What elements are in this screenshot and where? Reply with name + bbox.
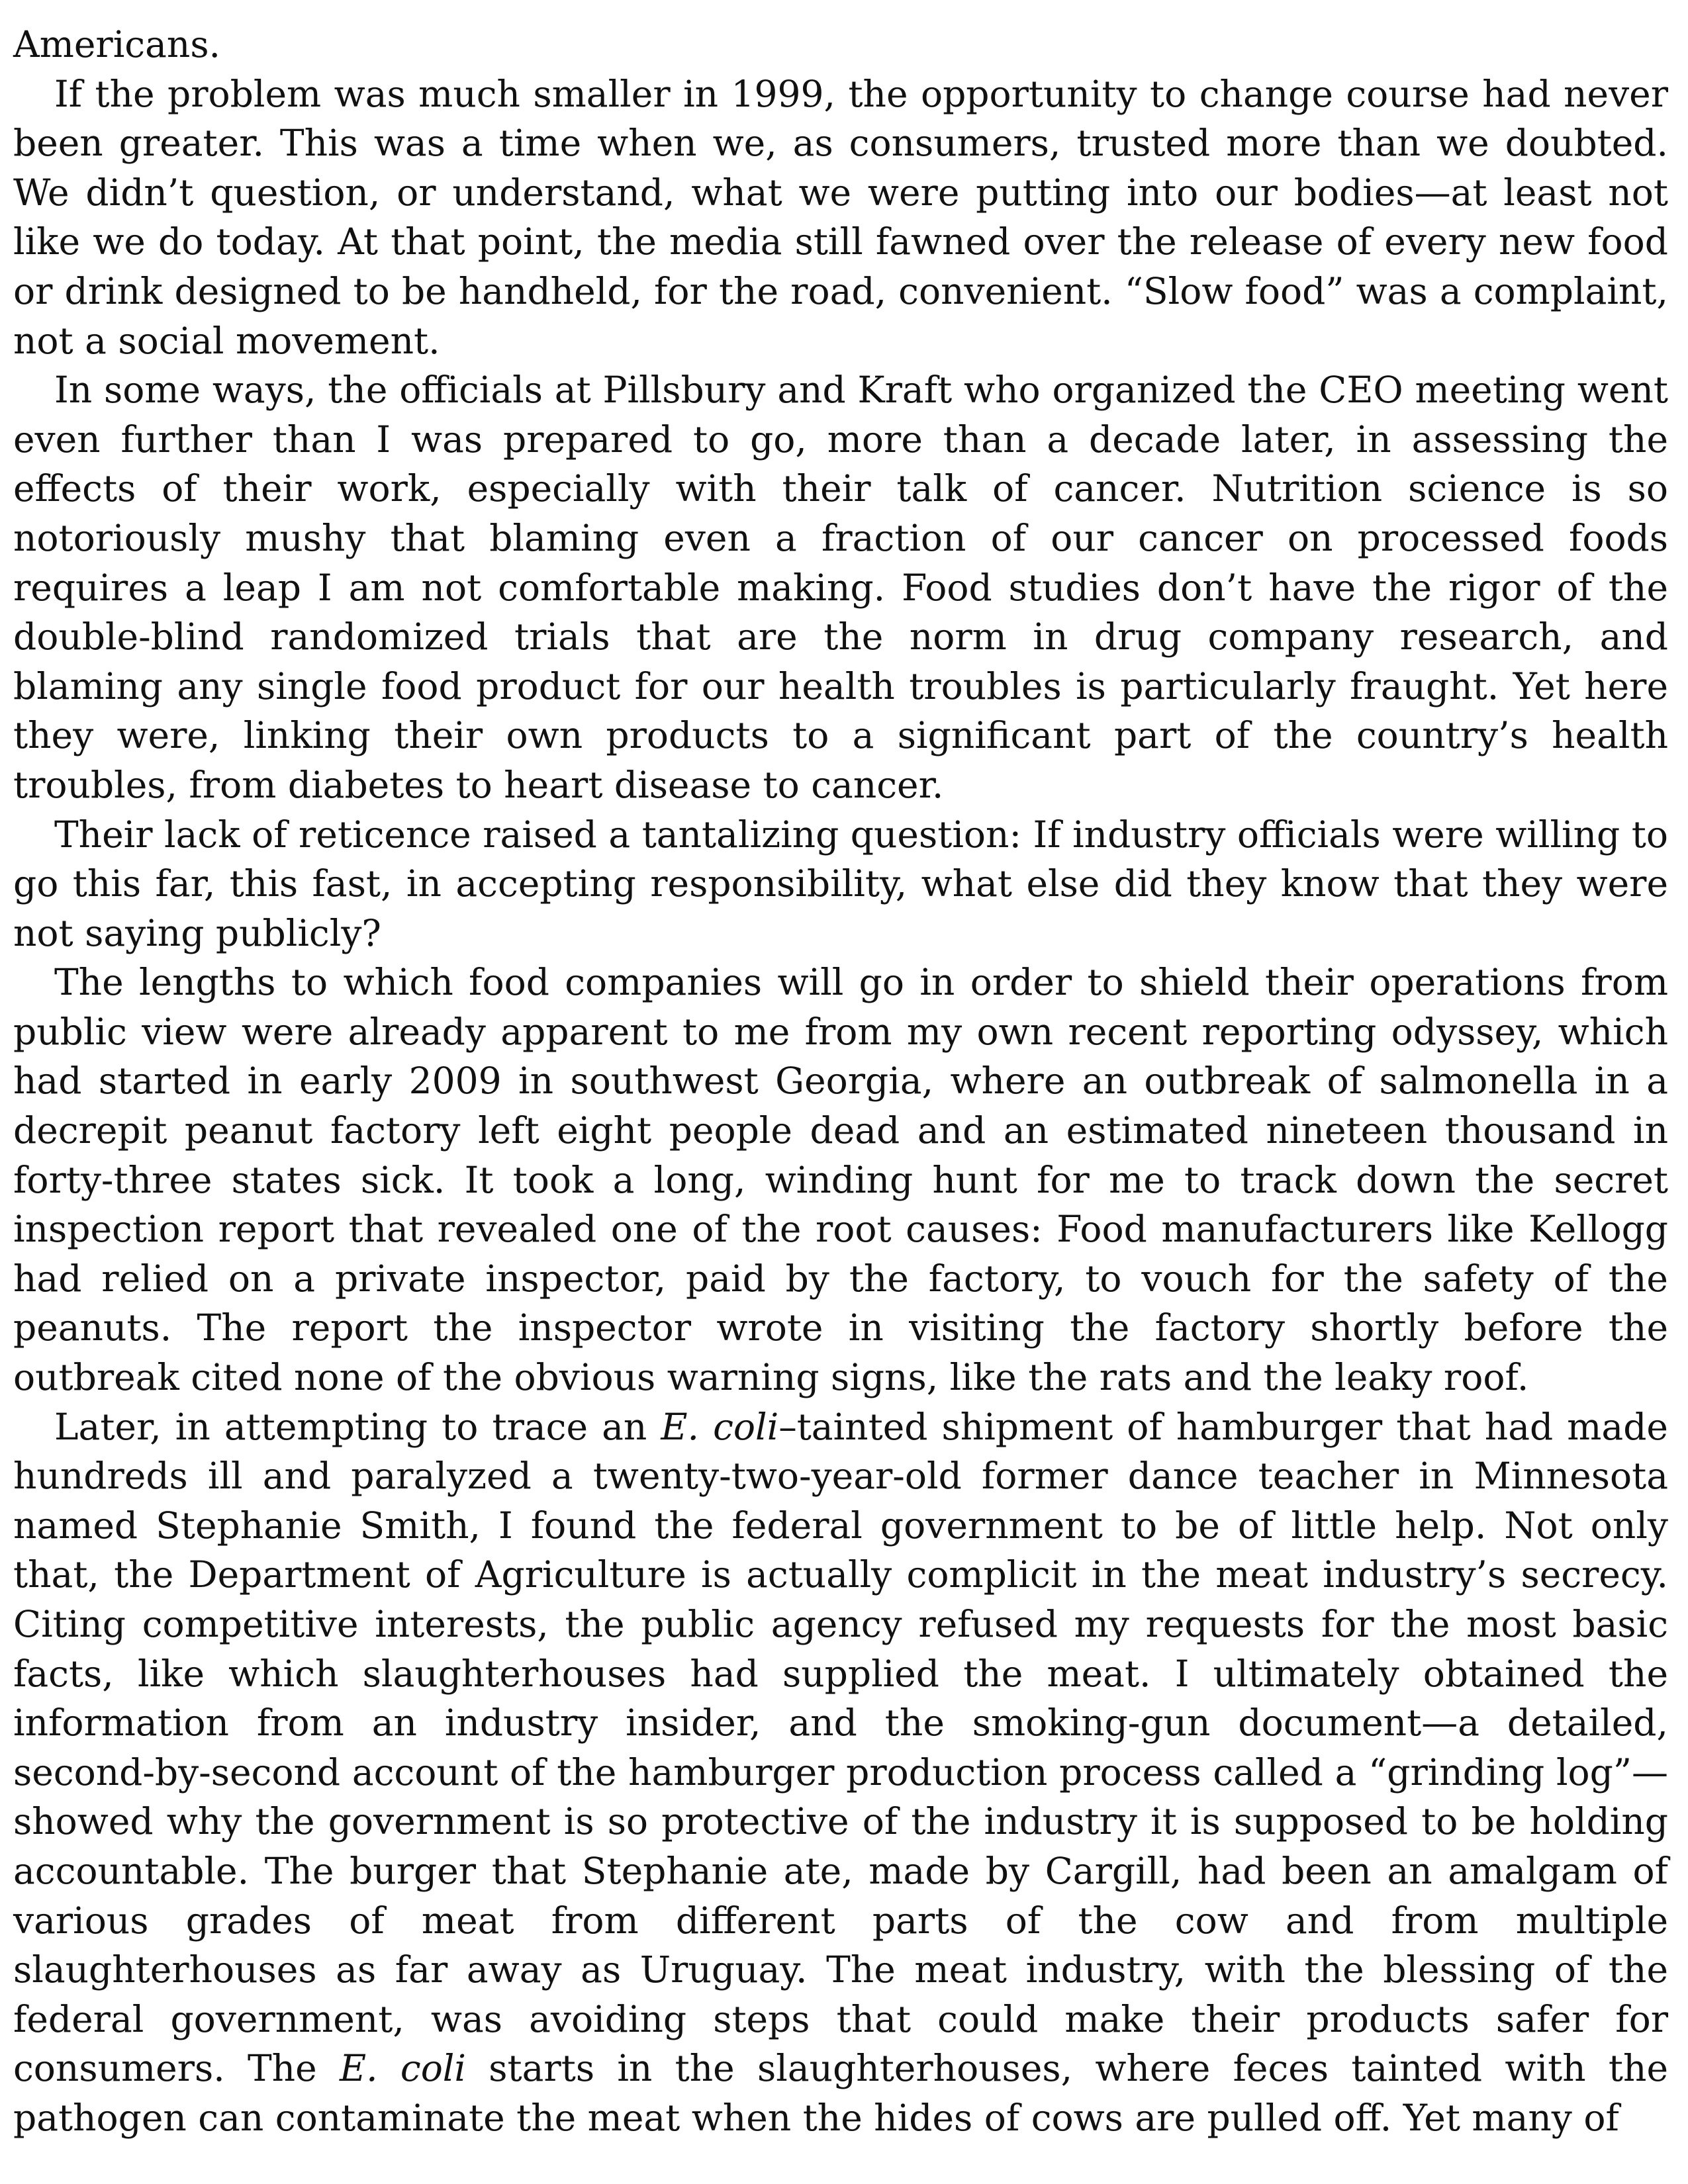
text-run: Later, in attempting to trace an	[54, 1405, 661, 1448]
paragraph	[13, 1402, 1668, 2143]
text-run: Their lack of reticence raised a tantalizing question: If industry officials were willing to go this far, this fast, in accepting responsibility, what else did they know that they were not saying publicly?	[13, 813, 1668, 954]
paragraph	[13, 365, 1668, 809]
paragraph	[13, 958, 1668, 1402]
italic-term: E. coli	[661, 1405, 779, 1448]
paragraph	[13, 69, 1668, 366]
italic-term: E. coli	[339, 2047, 466, 2090]
text-run: starts in the slaughterhouses, where feces tainted with the pathogen can contaminate the meat when the hides of cows are pulled off. Yet many of	[13, 2047, 1669, 2139]
paragraph	[13, 810, 1668, 958]
book-page	[13, 20, 1668, 2143]
paragraph-fragment	[13, 20, 1668, 69]
text-run: The lengths to which food companies will go in order to shield their operations from public view were already apparent to me from my own recent reporting odyssey, which had started in early 2009 in southwest Georgia, where an outbreak of salmonella in a decrepit peanut factory left eight people dead and an estimated nineteen thousand in forty-three states sick. It took a long, winding hunt for me to track down the secret inspection report that revealed one of the root causes: Food manufacturers like Kellogg had relied on a private inspector, paid by the factory, to vouch for the safety of the peanuts. The report the inspector wrote in visiting the factory shortly before the outbreak cited none of the obvious warning signs, like the rats and the leaky roof.	[13, 961, 1668, 1399]
text-run: Americans.	[13, 23, 221, 66]
text-run: –tainted shipment of hamburger that had made hundreds ill and paralyzed a twenty-two-year-old former dance teacher in Minnesota named Stephanie Smith, I found the federal government to be of little help. Not only that, the Department of Agriculture is actually complicit in the meat industry’s secrecy. Citing competitive interests, the public agency refused my requests for the most basic facts, like which slaughterhouses had supplied the meat. I ultimately obtained the information from an industry insider, and the smoking-gun document—a detailed, second-by-second account of the hamburger production process called a “grinding log”—showed why the government is so protective of the industry it is supposed to be holding accountable. The burger that Stephanie ate, made by Cargill, had been an amalgam of various grades of meat from different parts of the cow and from multiple slaughterhouses as far away as Uruguay. The meat industry, with the blessing of the federal government, was avoiding steps that could make their products safer for consumers. The	[13, 1405, 1668, 2090]
text-run: In some ways, the officials at Pillsbury and Kraft who organized the CEO meeting went even further than I was prepared to go, more than a decade later, in assessing the effects of their work, especially with their talk of cancer. Nutrition science is so notoriously mushy that blaming even a fraction of our cancer on processed foods requires a leap I am not comfortable making. Food studies don’t have the rigor of the double-blind randomized trials that are the norm in drug company research, and blaming any single food product for our health troubles is particularly fraught. Yet here they were, linking their own products to a significant part of the country’s health troubles, from diabetes to heart disease to cancer.	[13, 369, 1668, 806]
text-run: If the problem was much smaller in 1999, the opportunity to change course had never been greater. This was a time when we, as consumers, trusted more than we doubted. We didn’t question, or understand, what we were putting into our bodies—at least not like we do today. At that point, the media still fawned over the release of every new food or drink designed to be handheld, for the road, convenient. “Slow food” was a complaint, not a social movement.	[13, 72, 1668, 362]
